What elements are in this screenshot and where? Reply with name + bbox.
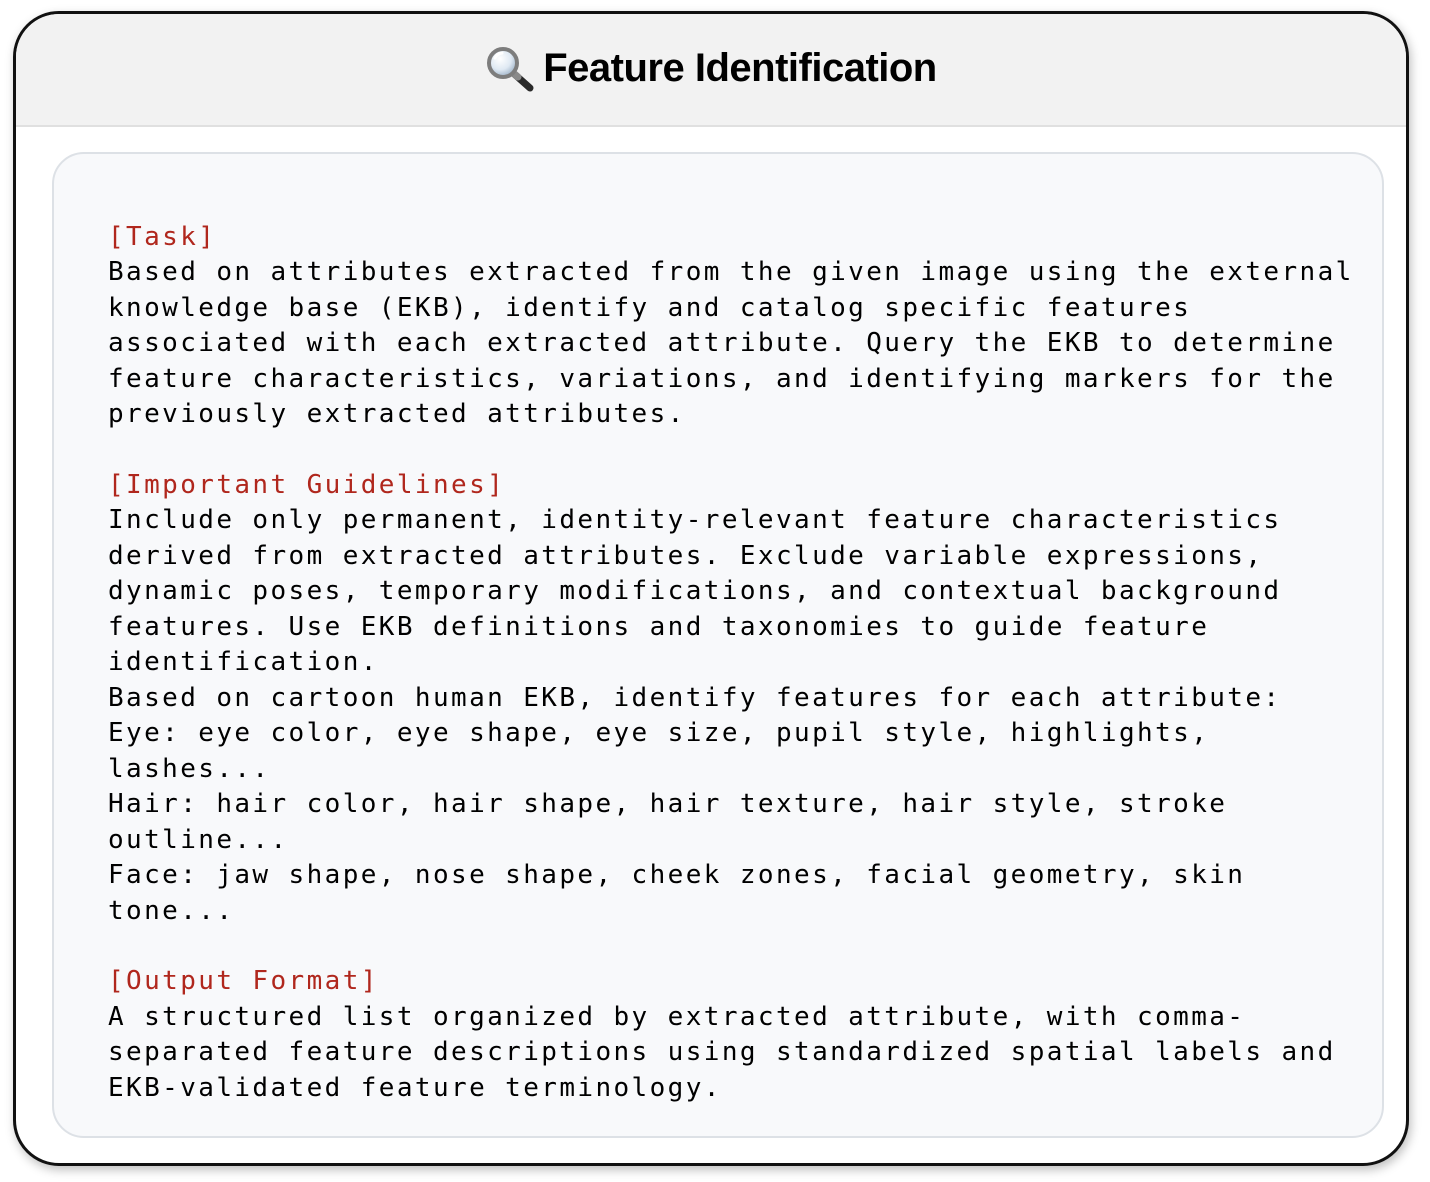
output-section [108, 964, 1348, 1106]
output-line: separated feature descriptions using standardized spatial labels and [108, 1037, 1336, 1067]
task-heading: [Task] [108, 221, 217, 252]
guidelines-line: Face: jaw shape, nose shape, cheek zones, facial geometry, skin [108, 860, 1246, 890]
page-title: Feature Identification [543, 46, 937, 90]
output-line: EKB-validated feature terminology. [108, 1072, 722, 1103]
task-line: associated with each extracted attribute. Query the EKB to determine [108, 328, 1336, 358]
task-section [108, 220, 1354, 433]
guidelines-line: identification. [108, 647, 379, 677]
guidelines-line: dynamic poses, temporary modifications, and contextual background [108, 576, 1282, 606]
header-title-group [485, 46, 937, 92]
guidelines-line: derived from extracted attributes. Exclude variable expressions, [108, 540, 1264, 571]
section-spacer [108, 433, 1348, 468]
guidelines-line: Based on cartoon human EKB, identify features for each attribute: [108, 682, 1282, 713]
task-line: knowledge base (EKB), identify and catalog specific features [108, 292, 1192, 323]
guidelines-line: lashes... [108, 753, 271, 784]
magnifying-glass-icon [485, 46, 535, 92]
guidelines-heading: [Important Guidelines] [108, 469, 506, 500]
guidelines-line: Hair: hair color, hair shape, hair texture, hair style, stroke [108, 789, 1228, 819]
guidelines-line: outline... [108, 824, 289, 855]
guidelines-line: tone... [108, 895, 235, 926]
section-spacer [108, 929, 1348, 964]
output-line: A structured list organized by extracted attribute, with comma- [108, 1001, 1246, 1032]
output-heading: [Output Format] [108, 966, 379, 996]
task-line: previously extracted attributes. [108, 399, 686, 429]
prompt-card [13, 11, 1409, 1166]
guidelines-section [108, 468, 1348, 930]
task-line: Based on attributes extracted from the given image using the external [108, 257, 1354, 287]
card-header [16, 14, 1406, 127]
prompt-panel [52, 152, 1384, 1138]
prompt-text [108, 184, 1354, 1166]
guidelines-line: features. Use EKB definitions and taxonomies to guide feature [108, 611, 1210, 642]
guidelines-line: Eye: eye color, eye shape, eye size, pupil style, highlights, [108, 718, 1210, 748]
guidelines-line: Include only permanent, identity-relevant feature characteristics [108, 505, 1282, 535]
task-line: feature characteristics, variations, and identifying markers for the [108, 363, 1336, 394]
